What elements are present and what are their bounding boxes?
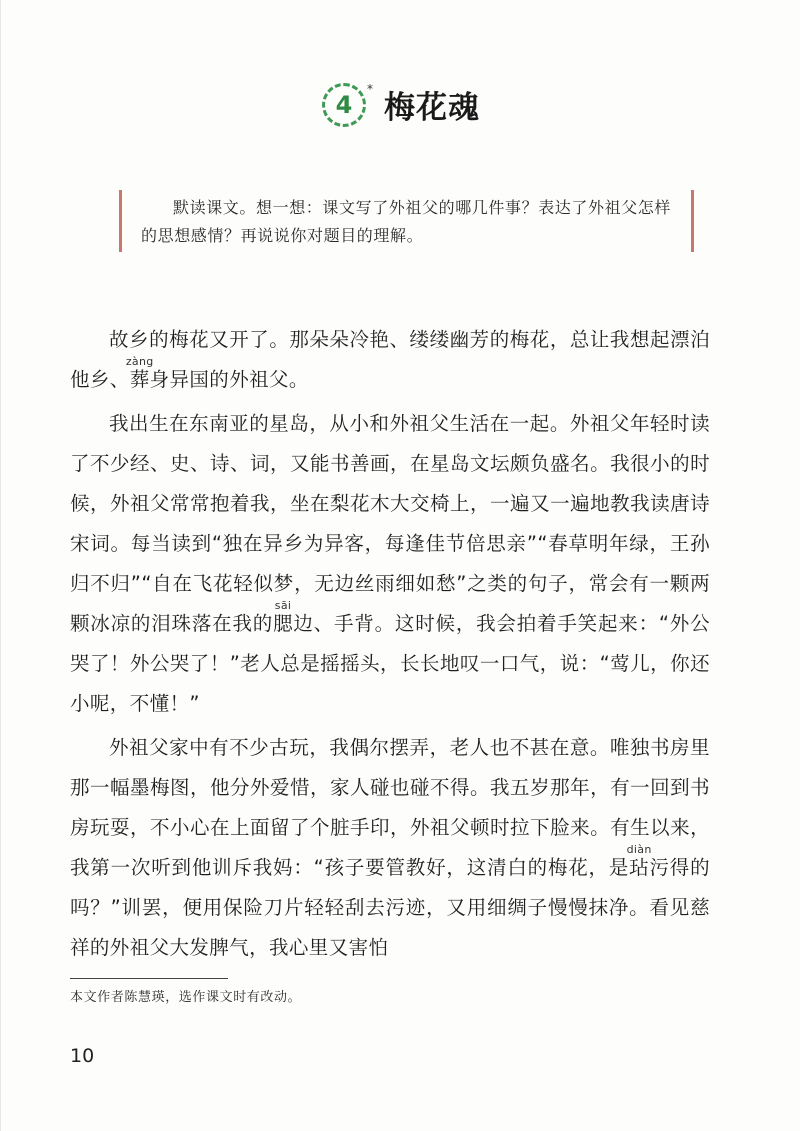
self-study-star-mark: * bbox=[367, 81, 373, 96]
prompt-right-bracket bbox=[691, 190, 694, 252]
paragraph-2-text-a: 我出生在东南亚的星岛，从小和外祖父生活在一起。外祖父年轻时读了不少经、史、诗、词，又能书善画，在星岛文坛颇负盛名。我很小的时候，外祖父常常抱着我，坐在梨花木大交椅上，一遍又一遍地教我读唐诗宋词。每当读到“独在异乡为异客，每逢佳节倍思亲”“春草明年绿，王孙归不归”“自在飞花轻似梦，无边丝雨细如愁”之类的句子，常会有一颗两颗冰凉的泪珠落在我的 bbox=[70, 412, 710, 635]
paragraph-2 bbox=[70, 404, 710, 724]
lesson-title: 梅花魂 bbox=[384, 90, 480, 126]
prompt-left-bracket bbox=[119, 190, 122, 252]
lesson-number-badge bbox=[322, 81, 373, 127]
ruby-char-sai: 腮 bbox=[273, 612, 294, 635]
pinyin-annotation-dian bbox=[626, 843, 652, 879]
paragraph-1-text-a: 故乡的梅花又开了。那朵朵冷艳、缕缕幽芳的梅花，总让我想起漂泊他乡、 bbox=[70, 328, 710, 391]
ruby-pinyin-dian: diàn bbox=[626, 843, 652, 856]
reading-prompt-text: 默读课文。想一想：课文写了外祖父的哪几件事？表达了外祖父怎样的思想感情？再说说你对题目的理解。 bbox=[141, 198, 672, 245]
lesson-body-text bbox=[70, 320, 710, 972]
ruby-pinyin-zang: zàng bbox=[125, 355, 154, 368]
paragraph-3-text-a: 外祖父家中有不少古玩，我偶尔摆弄，老人也不甚在意。唯独书房里那一幅墨梅图，他分外爱惜，家人碰也碰不得。我五岁那年，有一回到书房玩耍，不小心在上面留了个脏手印，外祖父顿时拉下脸来。有生以来，我第一次听到他训斥我妈：“孩子要管教好，这清白的梅花，是 bbox=[70, 736, 710, 879]
reading-prompt-box bbox=[119, 190, 694, 252]
pinyin-annotation-zang bbox=[125, 355, 154, 391]
paragraph-1 bbox=[70, 320, 710, 400]
ruby-pinyin-sai: sāi bbox=[273, 599, 293, 612]
footnote-divider bbox=[70, 978, 228, 979]
pinyin-annotation-sai bbox=[273, 599, 294, 635]
paragraph-2-text-b: 边、手背。这时候，我会拍着手笑起来：“外公哭了！外公哭了！”老人总是摇摇头，长长地叹一口气，说：“莺儿，你还小呢，不懂！” bbox=[70, 612, 710, 715]
lesson-heading bbox=[1, 82, 800, 127]
lesson-number: 4 bbox=[335, 90, 353, 119]
ruby-char-zang: 葬 bbox=[125, 368, 154, 391]
paragraph-3-text-b: 污得的吗？”训罢，便用保险刀片轻轻刮去污迹，又用细绸子慢慢抹净。看见慈祥的外祖父大发脾气，我心里又害怕 bbox=[70, 856, 710, 959]
ruby-char-dian: 玷 bbox=[626, 856, 652, 879]
page-number: 10 bbox=[70, 1045, 95, 1067]
paragraph-3 bbox=[70, 728, 710, 968]
paragraph-1-text-b: 身异国的外祖父。 bbox=[149, 368, 309, 391]
footnote: 本文作者陈慧瑛，选作课文时有改动。 bbox=[70, 990, 302, 1005]
